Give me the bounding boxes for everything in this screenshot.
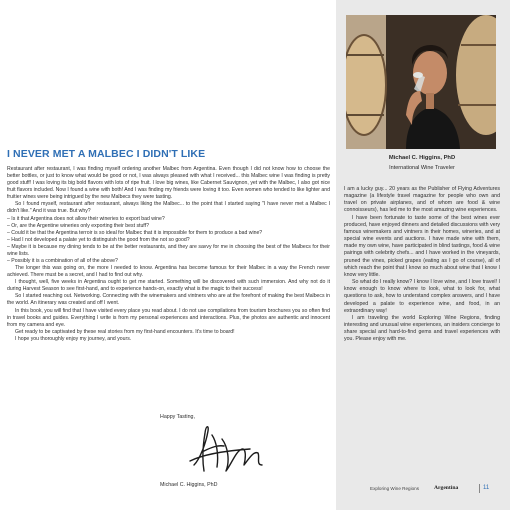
- paragraph: I hope you thoroughly enjoy my journey, and yours.: [15, 335, 132, 342]
- paragraph: – Maybe it is because my dining tends to be at the better restaurants, and they are savvy for me in choosing the best of the Malbecs for their wine lists.: [7, 243, 330, 257]
- page-number: 11: [483, 485, 490, 491]
- paragraph: I have been fortunate to taste some of the best wines ever produced, have enjoyed dinners and detailed discussions with very famous winemakers and vintners in their homes, wineries, and at special wine events and auctions. I have made wine with them, made my own wine, have participated in blind tastings, food & wine pairings with celebrity chefs... and I have worked in the vineyards, pruned the vines, picked grapes (eating as I go of course), all of which reach the point that I know so much about wine that I know I know very little.: [344, 214, 500, 278]
- sidebar-body: [344, 186, 500, 343]
- footer-divider: [479, 484, 480, 493]
- paragraph: – Possibly it is a combination of all of the above?: [7, 258, 118, 265]
- closing-line: Happy Tasting,: [160, 414, 195, 420]
- paragraph: I am a lucky guy... 20 years as the Publisher of Flying Adventures magazine (a lifestyle travel magazine for people who own and travel on private airplanes, and of whom are food & wine connoisseurs), has led me to the most amazing wine experiences.: [344, 186, 500, 214]
- author-photo: [346, 15, 496, 149]
- paragraph: So what do I really know? I know I love wine, and I love travel! I know enough to know where to look, what to look for, what questions to ask, how to understand complex answers, and I have developed a palate to experience wine, and food, in an extraordinary way!: [344, 279, 500, 314]
- paragraph: In this book, you will find that I have visited every place you read about. I do not use compilations from tourism brochures you so often find in travel books and guides. Everything I write is from my personal experiences and interactions. Plus, the photos are authentic and innocent from my camera and eye.: [7, 307, 330, 328]
- paragraph: Get ready to be captivated by these real stories from my first-hand encounters. It's time to board!: [15, 328, 235, 335]
- caption-role: International Wine Traveler: [389, 165, 455, 171]
- footer-brand: Argentina: [434, 485, 459, 491]
- paragraph: The longer this was going on, the more I needed to know. Argentina has become famous for their Malbec in a way the French never achieved. There must be a secret, and I had to find out why.: [7, 265, 330, 279]
- paragraph: – Had I not developed a palate yet to distinguish the good from the not so good?: [7, 236, 190, 243]
- paragraph: Restaurant after restaurant, I was finding myself ordering another Malbec from Argentina. Even though I did not know how to choose the better bottles, or just to know what would be good or not, I was always pleased with what I received... this Malbec wine I was finding is pretty good stuff! I was loving its big bold flavors with lots of ripe fruit. I love big wines, like Cabernet Sauvignon, yet with the Malbec, I also got nice fruit flavors included. Now I found a wine with both! And I was finding my friends were loving it too. Even women who tended to like lighter and fruitier wines were being intrigued by the new Malbecs they were tasting.: [7, 166, 330, 201]
- paragraph: – Or, are the Argentine wineries only exporting their best stuff?: [7, 222, 149, 229]
- paragraph: I am traveling the world Exploring Wine Regions, finding interesting and unusual wine experiences, an insiders concierge to share special and hard-to-find gems and travel experiences with you. Please enjoy with me.: [344, 314, 500, 343]
- signature-name: Michael C. Higgins, PhD: [160, 482, 218, 488]
- footer-prefix: Exploring Wine Regions: [370, 486, 420, 491]
- caption-name: Michael C. Higgins, PhD: [388, 155, 456, 161]
- paragraph: – Could it be that the Argentina terroir is so ideal for Malbec that it is impossible for them to produce a bad wine?: [7, 229, 263, 236]
- paragraph: I thought, well, five weeks in Argentina ought to get me started. Something will be discovered with such immersion. And why not do it during Harvest Season to see first-hand, and to experience hands-on, exactly what is the magic to their success!: [7, 279, 330, 293]
- paragraph: So I found myself, restaurant after restaurant, always liking the Malbec... to the point that I started saying "I have never met a Malbec I didn't like." And it was true. But why?: [7, 201, 330, 215]
- paragraph: So I started reaching out. Networking. Connecting with the winemakers and vintners who are at the forefront of making the best Malbecs in the world. An itinerary was created and off I went.: [7, 293, 330, 307]
- handwritten-signature: [172, 421, 282, 481]
- paragraph: – Is it that Argentina does not allow their wineries to export bad wine?: [7, 215, 165, 222]
- article-body: [7, 166, 330, 343]
- article-heading: I NEVER MET A MALBEC I DIDN'T LIKE: [7, 148, 206, 160]
